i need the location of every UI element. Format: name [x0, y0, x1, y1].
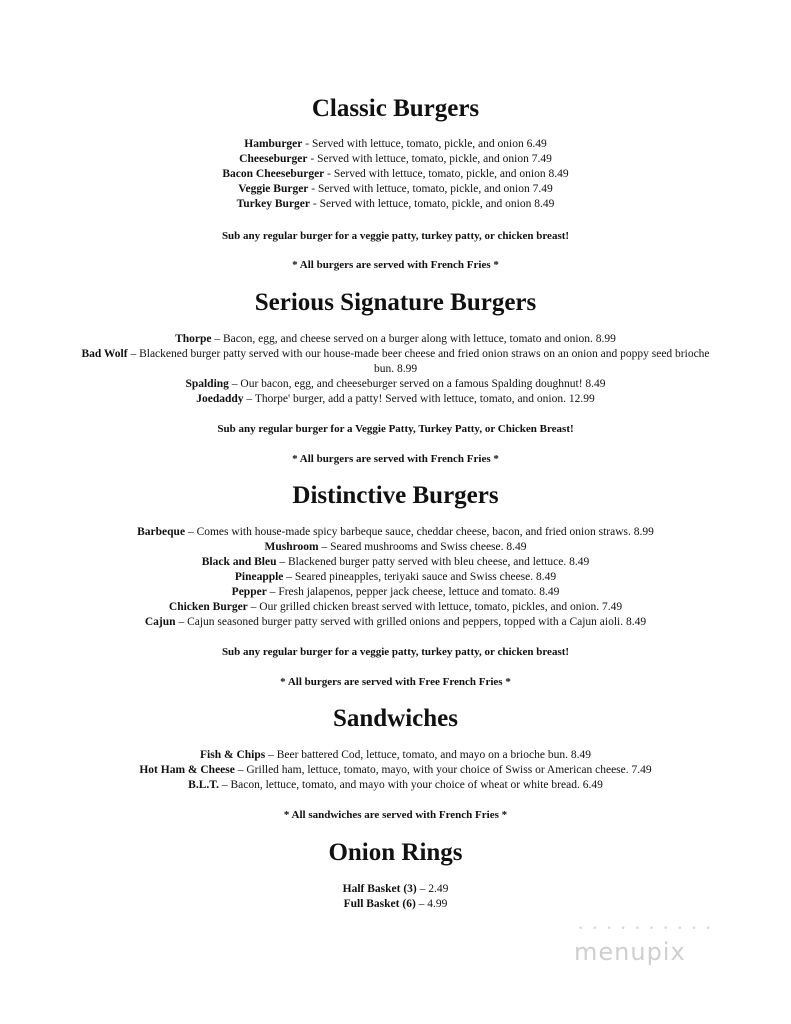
item-description: - Served with lettuce, tomato, pickle, and onion 7.49 — [308, 183, 553, 195]
distinctive-burgers-list — [70, 525, 721, 630]
item-description: - Served with lettuce, tomato, pickle, and onion 8.49 — [310, 198, 555, 210]
item-name: Black and Bleu — [201, 556, 277, 568]
menu-item — [70, 540, 721, 555]
item-description: – Grilled ham, lettuce, tomato, mayo, with your choice of Swiss or American cheese. 7.49 — [234, 764, 652, 776]
item-name: Thorpe — [175, 333, 212, 345]
item-description: – Cajun seasoned burger patty served with grilled onions and peppers, topped with a Cajun aioli. 8.49 — [175, 616, 647, 628]
watermark-logo: menupix — [574, 938, 686, 966]
menu-item — [70, 347, 721, 377]
item-description: – Thorpe' burger, add a patty! Served with lettuce, tomato, and onion. 12.99 — [243, 393, 595, 405]
item-name: Chicken Burger — [168, 601, 248, 613]
fries-note: * All burgers are served with French Fries * — [292, 259, 499, 271]
item-name: Barbeque — [137, 526, 186, 538]
item-name: Joedaddy — [196, 393, 244, 405]
item-description: – Seared pineapples, teriyaki sauce and Swiss cheese. 8.49 — [283, 571, 557, 583]
menu-item — [70, 167, 721, 182]
item-description: – Bacon, lettuce, tomato, and mayo with your choice of wheat or white bread. 6.49 — [218, 779, 603, 791]
item-name: Half Basket (3) — [342, 883, 417, 895]
item-name: Full Basket (6) — [343, 898, 416, 910]
substitution-note: Sub any regular burger for a Veggie Patty, Turkey Patty, or Chicken Breast! — [217, 423, 574, 435]
signature-burgers-list — [70, 332, 721, 407]
fries-note: * All sandwiches are served with French Fries * — [283, 809, 508, 821]
item-description: – Our bacon, egg, and cheeseburger served on a famous Spalding doughnut! 8.49 — [228, 378, 606, 390]
item-name: Bad Wolf — [81, 348, 128, 360]
item-description: - Served with lettuce, tomato, pickle, and onion 8.49 — [324, 168, 569, 180]
menu-item — [70, 377, 721, 392]
menu-item — [70, 882, 721, 897]
item-description: - Served with lettuce, tomato, pickle, and onion 7.49 — [307, 153, 552, 165]
onion-rings-list — [70, 882, 721, 912]
item-name: Hot Ham & Cheese — [139, 764, 235, 776]
menu-item — [70, 748, 721, 763]
item-description: – Seared mushrooms and Swiss cheese. 8.49 — [318, 541, 527, 553]
section-title-sandwiches: Sandwiches — [332, 705, 459, 732]
item-name: Cheeseburger — [239, 153, 308, 165]
item-description: – Fresh jalapenos, pepper jack cheese, lettuce and tomato. 8.49 — [266, 586, 560, 598]
item-name: Pepper — [231, 586, 267, 598]
menu-item — [70, 778, 721, 793]
menu-item — [70, 555, 721, 570]
item-description: – Our grilled chicken breast served with lettuce, tomato, pickles, and onion. 7.49 — [247, 601, 623, 613]
menu-item — [70, 197, 721, 212]
menu-item — [70, 615, 721, 630]
item-description: – Beer battered Cod, lettuce, tomato, and mayo on a brioche bun. 8.49 — [265, 749, 591, 761]
substitution-note: Sub any regular burger for a veggie patty, turkey patty, or chicken breast! — [221, 230, 570, 242]
item-name: Fish & Chips — [200, 749, 266, 761]
menu-item — [70, 525, 721, 540]
item-name: Mushroom — [264, 541, 319, 553]
menu-item — [70, 137, 721, 152]
item-description: - Served with lettuce, tomato, pickle, and onion 6.49 — [302, 138, 547, 150]
fries-note: * All burgers are served with Free French Fries * — [280, 676, 511, 688]
item-name: Bacon Cheeseburger — [222, 168, 325, 180]
item-description: – Comes with house-made spicy barbeque sauce, cheddar cheese, bacon, and fried onion straws. 8.99 — [185, 526, 654, 538]
classic-burgers-list — [70, 137, 721, 212]
menu-item — [70, 585, 721, 600]
section-title-classic-burgers: Classic Burgers — [311, 95, 480, 122]
section-title-onion-rings: Onion Rings — [328, 839, 463, 866]
section-title-distinctive-burgers: Distinctive Burgers — [292, 482, 499, 509]
menu-item — [70, 182, 721, 197]
menu-item — [70, 152, 721, 167]
fries-note: * All burgers are served with French Fries * — [292, 453, 499, 465]
substitution-note: Sub any regular burger for a veggie patty, turkey patty, or chicken breast! — [221, 646, 570, 658]
menu-item — [70, 600, 721, 615]
item-description: – Bacon, egg, and cheese served on a burger along with lettuce, tomato and onion. 8.99 — [211, 333, 616, 345]
menu-item — [70, 332, 721, 347]
watermark-dots: • • • • • • • • • • — [578, 924, 714, 934]
item-name: B.L.T. — [188, 779, 219, 791]
item-name: Hamburger — [244, 138, 303, 150]
item-name: Pineapple — [234, 571, 284, 583]
item-name: Veggie Burger — [238, 183, 309, 195]
item-description: – Blackened burger patty served with bleu cheese, and lettuce. 8.49 — [276, 556, 590, 568]
item-name: Cajun — [144, 616, 176, 628]
menu-item — [70, 763, 721, 778]
item-name: Spalding — [185, 378, 229, 390]
menu-item — [70, 392, 721, 407]
section-title-signature-burgers: Serious Signature Burgers — [254, 289, 537, 316]
menu-item — [70, 570, 721, 585]
item-name: Turkey Burger — [236, 198, 311, 210]
menu-item — [70, 897, 721, 912]
sandwiches-list — [70, 748, 721, 793]
item-description: – 2.49 — [416, 883, 449, 895]
item-description: – 4.99 — [415, 898, 448, 910]
item-description: – Blackened burger patty served with our house-made beer cheese and fried onion straws on an onion and poppy seed brioche bun. 8.99 — [127, 348, 710, 375]
